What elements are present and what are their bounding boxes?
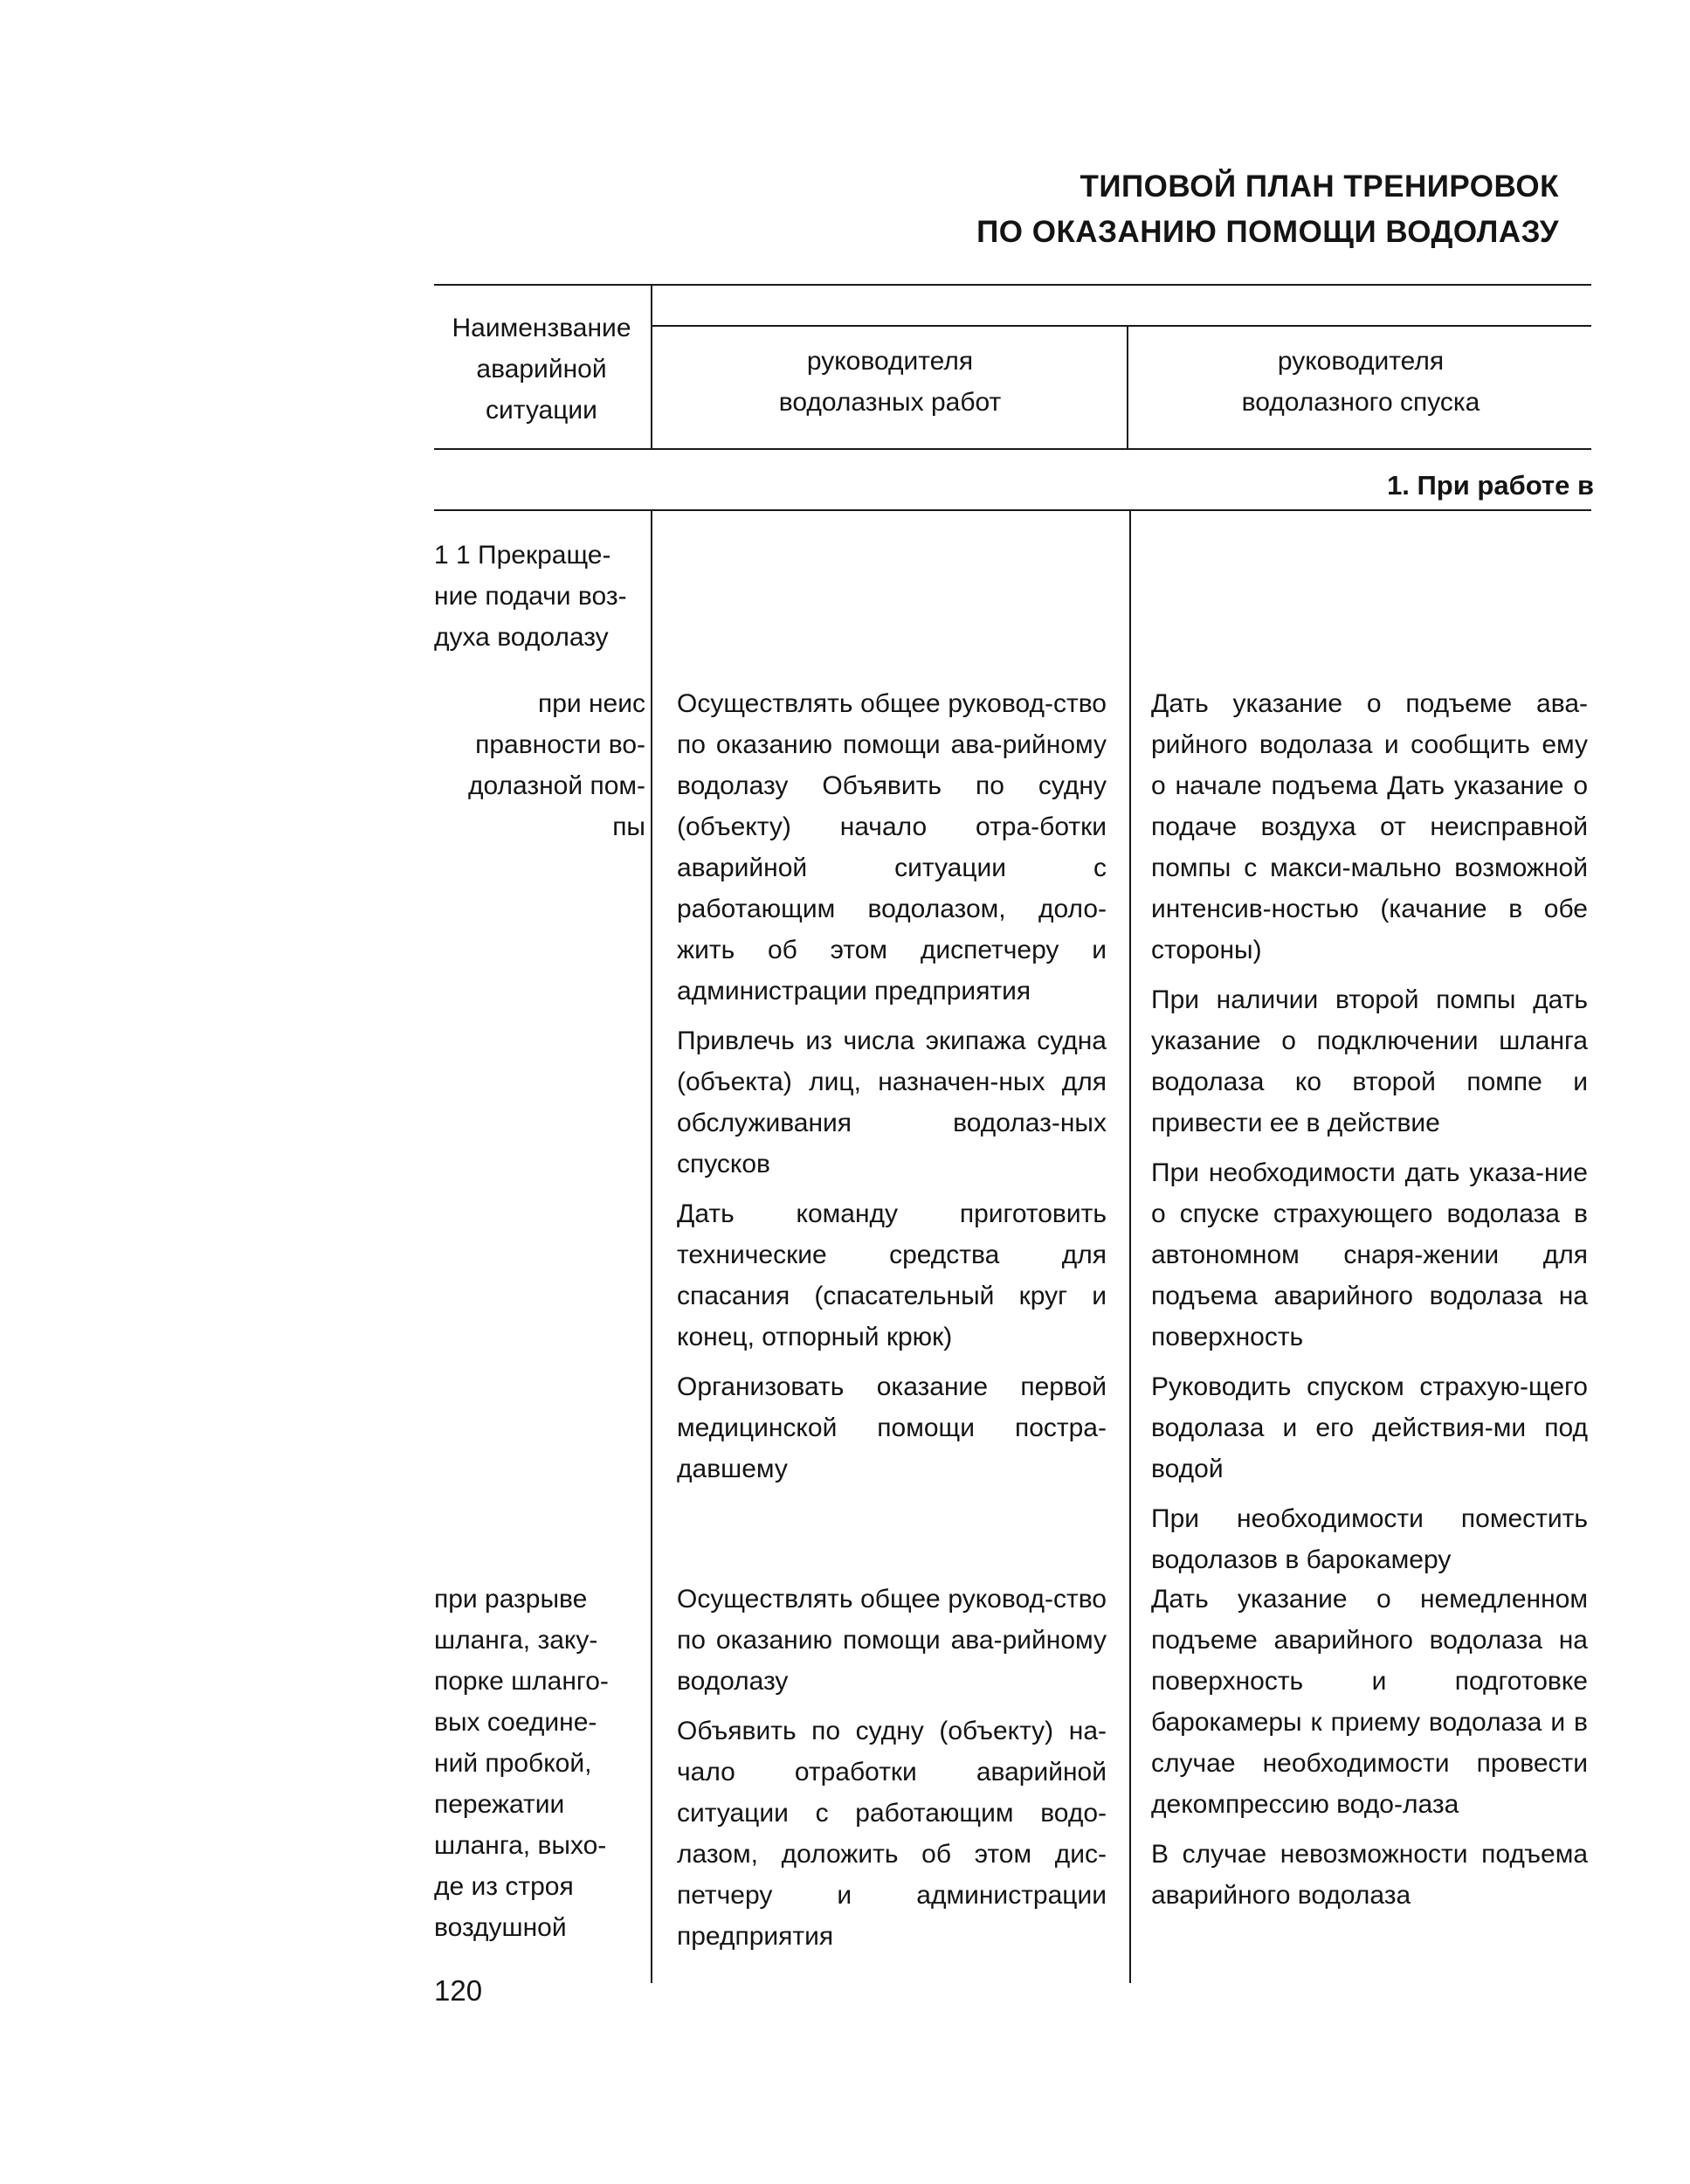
page-number: 120	[434, 1974, 483, 2007]
row2-label: при разрыве шланга, заку- порке шланго- вых соедине- ний пробкой, пережатии шланга, выхо- де из строя воздушной	[434, 1585, 609, 1942]
header-col-descent-leader: руководителя водолазного спуска	[1241, 347, 1480, 417]
header-divider-1	[651, 284, 652, 450]
row1-col3-para: Руководить спуском страхую-щего водолаза и его действия-ми под водой	[1151, 1372, 1588, 1483]
title-line-1: ТИПОВОЙ ПЛАН ТРЕНИРОВОК	[1080, 169, 1559, 204]
row1-col3-para: При необходимости поместить водолазов в барокамеру	[1151, 1504, 1588, 1574]
table-top-rule	[434, 284, 1591, 286]
row1-col3-para: При наличии второй помпы дать указание о подключении шланга водолаза ко второй помпе и привести ее в действие	[1151, 985, 1588, 1137]
situation-title: 1 1 Прекраще- ние подачи воз- духа водолазу	[434, 541, 627, 652]
row1-label: при неис правности во- долазной пом- пы	[467, 689, 645, 841]
row1-col3-para: При необходимости дать указа-ние о спуске страхующего водолаза в автономном снаря-жении для подъема аварийного водолаза на поверхность	[1151, 1158, 1588, 1351]
row1-col2-para: Организовать оказание первой медицинской помощи постра-давшему	[677, 1372, 1107, 1483]
row1-col2-para: Привлечь из числа экипажа судна (объекта) лиц, назначен-ных для обслуживания водолаз-ных спусков	[677, 1026, 1107, 1178]
row2-descent-leader-actions	[1151, 1579, 1588, 1916]
section-title: 1. При работе в	[1387, 470, 1594, 501]
header-mid-rule	[651, 325, 1591, 327]
header-col-situation: Наимензвание аварийной ситуации	[452, 314, 631, 425]
row1-col2-para: Осуществлять общее руковод-ство по оказанию помощи ава-рийному водолазу Объявить по судну (объекту) начало отра-ботки аварийной ситуации с работающим водолазом, доло-жить об этом диспетчеру и администрации предприятия	[677, 689, 1107, 1006]
row1-col2-para: Дать команду приготовить технические средства для спасания (спасательный круг и конец, отпорный крюк)	[677, 1199, 1107, 1351]
row1-descent-leader-actions	[1151, 683, 1588, 1580]
row2-works-leader-actions	[677, 1579, 1107, 1957]
title-line-2: ПО ОКАЗАНИЮ ПОМОЩИ ВОДОЛАЗУ	[976, 215, 1559, 249]
header-divider-2	[1127, 325, 1128, 450]
page-title	[773, 164, 1559, 255]
row2-col3-para: Дать указание о немедленном подъеме аварийного водолаза на поверхность и подготовке барокамеры к приему водолаза и в случае необходимости провести декомпрессию водо-лаза	[1151, 1585, 1588, 1819]
row2-col2-para: Осуществлять общее руковод-ство по оказанию помощи ава-рийному водолазу	[677, 1585, 1107, 1696]
header-bottom-rule	[434, 448, 1591, 450]
section-bottom-rule	[434, 509, 1591, 511]
row2-col3-para: В случае невозможности подъема аварийного водолаза	[1151, 1840, 1588, 1910]
row1-works-leader-actions	[677, 683, 1107, 1489]
header-col-works-leader: руководителя водолазных работ	[778, 347, 1002, 417]
row1-col3-para: Дать указание о подъеме ава-рийного водолаза и сообщить ему о начале подъема Дать указание о подаче воздуха от неисправной помпы с макси-мально возможной интенсив-ностью (качание в обе стороны)	[1151, 689, 1588, 964]
row2-col2-para: Объявить по судну (объекту) на-чало отработки аварийной ситуации с работающим водо-лазом, доложить об этом дис-петчеру и администрации предприятия	[677, 1717, 1107, 1951]
body-divider-2	[1129, 511, 1131, 1983]
